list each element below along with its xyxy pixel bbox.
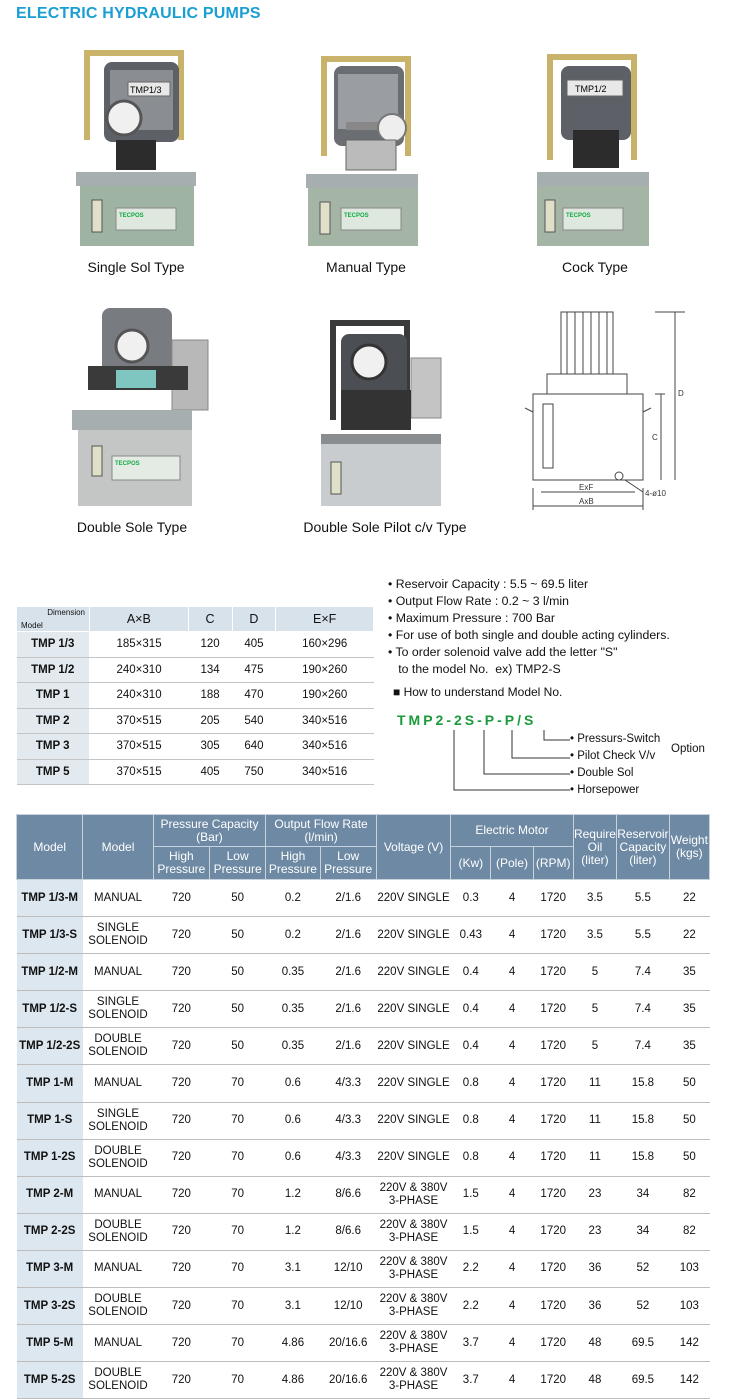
high-pressure-cell: 720 (153, 1362, 209, 1399)
oil-cell: 5 (573, 1028, 616, 1065)
flow-high-cell: 0.6 (266, 1102, 320, 1139)
dimension-model-cell: TMP 3 (17, 734, 90, 760)
model-cell: TMP 2-2S (17, 1213, 83, 1250)
dimension-value-cell: 188 (188, 683, 232, 709)
flow-low-cell: 12/10 (320, 1288, 376, 1325)
model-cell: TMP 3-2S (17, 1288, 83, 1325)
model-type-cell: DOUBLE SOLENOID (83, 1139, 153, 1176)
model-cell: TMP 2-M (17, 1176, 83, 1213)
product-cock (495, 40, 695, 280)
oil-cell: 5 (573, 954, 616, 991)
pump-illustration (285, 300, 485, 510)
flow-low-cell: 20/16.6 (320, 1362, 376, 1399)
dimension-value-cell: 475 (232, 657, 276, 683)
flow-low-cell: 12/10 (320, 1250, 376, 1287)
low-pressure-cell: 70 (209, 1288, 265, 1325)
kw-cell: 2.2 (451, 1250, 491, 1287)
flow-low-cell: 2/1.6 (320, 917, 376, 954)
low-pressure-cell: 70 (209, 1325, 265, 1362)
kw-cell: 3.7 (451, 1362, 491, 1399)
flow-high-cell: 0.2 (266, 917, 320, 954)
pump-illustration (32, 300, 232, 510)
kw-cell: 0.8 (451, 1065, 491, 1102)
dimension-model-cell: TMP 1 (17, 683, 90, 709)
flow-low-cell: 8/6.6 (320, 1176, 376, 1213)
voltage-cell: 220V & 380V 3-PHASE (376, 1288, 450, 1325)
voltage-cell: 220V & 380V 3-PHASE (376, 1176, 450, 1213)
table-row (17, 1362, 710, 1399)
model-cell: TMP 1/2-S (17, 991, 83, 1028)
dimension-value-cell: 190×260 (276, 683, 374, 709)
kw-cell: 2.2 (451, 1288, 491, 1325)
reservoir-cell: 5.5 (617, 880, 670, 917)
dimension-value-cell: 470 (232, 683, 276, 709)
dimension-model-cell: TMP 2 (17, 708, 90, 734)
legend-pressure-switch: • Pressurs-Switch (570, 733, 661, 745)
dimension-value-cell: 370×515 (90, 708, 189, 734)
model-type-cell: MANUAL (83, 1325, 153, 1362)
kw-cell: 0.4 (451, 1028, 491, 1065)
model-code-leader-lines (440, 728, 590, 798)
pole-cell: 4 (491, 880, 533, 917)
pole-cell: 4 (491, 1102, 533, 1139)
column-header: C (188, 607, 232, 632)
spec-item: • For use of both single and double acting cylinders. (388, 628, 670, 642)
weight-cell: 82 (669, 1176, 709, 1213)
flow-low-cell: 2/1.6 (320, 1028, 376, 1065)
rpm-cell: 1720 (533, 1065, 573, 1102)
voltage-cell: 220V SINGLE (376, 1028, 450, 1065)
model-cell: TMP 5-M (17, 1325, 83, 1362)
legend-pilot-check: • Pilot Check V/v (570, 750, 656, 762)
dimension-drawing (515, 300, 725, 520)
oil-cell: 48 (573, 1362, 616, 1399)
drawing-label-d: D (678, 389, 684, 398)
flow-low-cell: 20/16.6 (320, 1325, 376, 1362)
oil-cell: 36 (573, 1250, 616, 1287)
reservoir-cell: 15.8 (617, 1065, 670, 1102)
table-row (17, 708, 374, 734)
dimension-value-cell: 750 (232, 759, 276, 785)
rpm-cell: 1720 (533, 1102, 573, 1139)
header-reservoir-capacity: Reservoir Capacity (liter) (617, 815, 670, 880)
low-pressure-cell: 50 (209, 917, 265, 954)
specification-table (16, 814, 710, 1399)
oil-cell: 48 (573, 1325, 616, 1362)
kw-cell: 3.7 (451, 1325, 491, 1362)
rpm-cell: 1720 (533, 1362, 573, 1399)
flow-low-cell: 4/3.3 (320, 1065, 376, 1102)
pole-cell: 4 (491, 1176, 533, 1213)
low-pressure-cell: 70 (209, 1176, 265, 1213)
drawing-label-exf: ExF (579, 483, 594, 492)
header-low-pressure: Low Pressure (209, 847, 265, 880)
flow-high-cell: 0.35 (266, 991, 320, 1028)
reservoir-cell: 34 (617, 1176, 670, 1213)
kw-cell: 1.5 (451, 1213, 491, 1250)
pump-brand-text: TECPOS (566, 213, 591, 219)
product-double-sole-pilot (285, 300, 485, 545)
pole-cell: 4 (491, 991, 533, 1028)
model-type-cell: DOUBLE SOLENOID (83, 1028, 153, 1065)
voltage-cell: 220V & 380V 3-PHASE (376, 1213, 450, 1250)
table-row (17, 632, 374, 658)
flow-high-cell: 3.1 (266, 1288, 320, 1325)
oil-cell: 23 (573, 1176, 616, 1213)
weight-cell: 50 (669, 1102, 709, 1139)
low-pressure-cell: 70 (209, 1139, 265, 1176)
table-row (17, 657, 374, 683)
model-cell: TMP 5-2S (17, 1362, 83, 1399)
table-row (17, 1288, 710, 1325)
flow-high-cell: 4.86 (266, 1325, 320, 1362)
high-pressure-cell: 720 (153, 1176, 209, 1213)
dimension-value-cell: 405 (188, 759, 232, 785)
high-pressure-cell: 720 (153, 1065, 209, 1102)
model-cell: TMP 3-M (17, 1250, 83, 1287)
column-header: A×B (90, 607, 189, 632)
pole-cell: 4 (491, 1288, 533, 1325)
table-row (17, 917, 710, 954)
flow-low-cell: 2/1.6 (320, 954, 376, 991)
voltage-cell: 220V SINGLE (376, 1065, 450, 1102)
pump-brand-text: TECPOS (344, 213, 369, 219)
high-pressure-cell: 720 (153, 1102, 209, 1139)
table-row (17, 1325, 710, 1362)
dimension-value-cell: 305 (188, 734, 232, 760)
flow-low-cell: 4/3.3 (320, 1102, 376, 1139)
spec-item: • Reservoir Capacity : 5.5 ~ 69.5 liter (388, 577, 589, 591)
product-caption: Manual Type (326, 259, 406, 275)
low-pressure-cell: 70 (209, 1102, 265, 1139)
spec-item: • Output Flow Rate : 0.2 ~ 3 l/min (388, 594, 569, 608)
dimension-value-cell: 185×315 (90, 632, 189, 658)
low-pressure-cell: 70 (209, 1213, 265, 1250)
dimension-value-cell: 405 (232, 632, 276, 658)
rpm-cell: 1720 (533, 1028, 573, 1065)
header-high-pressure: High Pressure (153, 847, 209, 880)
header-rpm: (RPM) (533, 847, 573, 880)
model-type-cell: SINGLE SOLENOID (83, 1102, 153, 1139)
oil-cell: 5 (573, 991, 616, 1028)
table-corner-header: Dimension Model (17, 607, 90, 632)
pump-brand-text: TECPOS (115, 461, 140, 467)
high-pressure-cell: 720 (153, 917, 209, 954)
product-caption: Double Sole Type (76, 519, 188, 535)
model-type-cell: MANUAL (83, 1065, 153, 1102)
weight-cell: 35 (669, 1028, 709, 1065)
reservoir-cell: 7.4 (617, 1028, 670, 1065)
reservoir-cell: 69.5 (617, 1362, 670, 1399)
pump-plate-text: TMP1/3 (130, 85, 162, 95)
legend-double-sol: • Double Sol (570, 767, 634, 779)
flow-high-cell: 1.2 (266, 1213, 320, 1250)
high-pressure-cell: 720 (153, 1250, 209, 1287)
dimension-value-cell: 370×515 (90, 734, 189, 760)
table-row (17, 1139, 710, 1176)
flow-low-cell: 2/1.6 (320, 880, 376, 917)
header-flow-high-pressure: High Pressure (266, 847, 320, 880)
flow-high-cell: 0.35 (266, 954, 320, 991)
dimension-model-cell: TMP 5 (17, 759, 90, 785)
table-row (17, 991, 710, 1028)
pole-cell: 4 (491, 1250, 533, 1287)
table-row (17, 1028, 710, 1065)
model-cell: TMP 1/2-M (17, 954, 83, 991)
dimension-value-cell: 340×516 (276, 734, 374, 760)
dimension-value-cell: 240×310 (90, 657, 189, 683)
rpm-cell: 1720 (533, 1288, 573, 1325)
dimension-value-cell: 340×516 (276, 708, 374, 734)
rpm-cell: 1720 (533, 1213, 573, 1250)
voltage-cell: 220V SINGLE (376, 880, 450, 917)
oil-cell: 11 (573, 1065, 616, 1102)
header-pole: (Pole) (491, 847, 533, 880)
model-cell: TMP 1-S (17, 1102, 83, 1139)
model-type-cell: SINGLE SOLENOID (83, 991, 153, 1028)
model-type-cell: MANUAL (83, 1176, 153, 1213)
header-require-oil: Require Oil (liter) (573, 815, 616, 880)
flow-low-cell: 2/1.6 (320, 991, 376, 1028)
pole-cell: 4 (491, 1028, 533, 1065)
legend-horsepower: • Horsepower (570, 784, 640, 796)
pole-cell: 4 (491, 1139, 533, 1176)
dimension-value-cell: 340×516 (276, 759, 374, 785)
model-cell: TMP 1-M (17, 1065, 83, 1102)
pole-cell: 4 (491, 954, 533, 991)
column-header: E×F (276, 607, 374, 632)
table-row (17, 954, 710, 991)
weight-cell: 103 (669, 1250, 709, 1287)
weight-cell: 22 (669, 880, 709, 917)
spec-item: • Maximum Pressure : 700 Bar (388, 611, 555, 625)
flow-high-cell: 0.35 (266, 1028, 320, 1065)
kw-cell: 0.4 (451, 954, 491, 991)
rpm-cell: 1720 (533, 1176, 573, 1213)
weight-cell: 35 (669, 991, 709, 1028)
flow-high-cell: 4.86 (266, 1362, 320, 1399)
model-type-cell: MANUAL (83, 954, 153, 991)
product-caption: Single Sol Type (87, 259, 185, 275)
low-pressure-cell: 50 (209, 954, 265, 991)
kw-cell: 0.8 (451, 1102, 491, 1139)
model-howto-heading: ■ How to understand Model No. (393, 685, 563, 699)
pole-cell: 4 (491, 917, 533, 954)
voltage-cell: 220V SINGLE (376, 1102, 450, 1139)
model-type-cell: DOUBLE SOLENOID (83, 1288, 153, 1325)
rpm-cell: 1720 (533, 1325, 573, 1362)
pump-plate-text: TMP1/2 (575, 84, 607, 94)
weight-cell: 35 (669, 954, 709, 991)
high-pressure-cell: 720 (153, 991, 209, 1028)
pole-cell: 4 (491, 1325, 533, 1362)
weight-cell: 142 (669, 1362, 709, 1399)
model-type-cell: MANUAL (83, 1250, 153, 1287)
pump-illustration (495, 40, 695, 250)
voltage-cell: 220V SINGLE (376, 991, 450, 1028)
low-pressure-cell: 70 (209, 1065, 265, 1102)
oil-cell: 11 (573, 1102, 616, 1139)
reservoir-cell: 7.4 (617, 991, 670, 1028)
table-row (17, 759, 374, 785)
flow-high-cell: 0.2 (266, 880, 320, 917)
reservoir-cell: 52 (617, 1288, 670, 1325)
model-type-cell: MANUAL (83, 880, 153, 917)
column-header: D (232, 607, 276, 632)
oil-cell: 23 (573, 1213, 616, 1250)
high-pressure-cell: 720 (153, 954, 209, 991)
rpm-cell: 1720 (533, 880, 573, 917)
weight-cell: 142 (669, 1325, 709, 1362)
legend-option: Option (671, 743, 705, 755)
table-row (17, 683, 374, 709)
low-pressure-cell: 50 (209, 1028, 265, 1065)
pump-brand-text: TECPOS (119, 213, 144, 219)
kw-cell: 0.43 (451, 917, 491, 954)
spec-list (388, 576, 670, 678)
dimension-value-cell: 205 (188, 708, 232, 734)
header-voltage: Voltage (V) (376, 815, 450, 880)
high-pressure-cell: 720 (153, 1139, 209, 1176)
high-pressure-cell: 720 (153, 1288, 209, 1325)
pole-cell: 4 (491, 1065, 533, 1102)
product-caption: Cock Type (562, 259, 628, 275)
rpm-cell: 1720 (533, 917, 573, 954)
table-row (17, 1250, 710, 1287)
model-code: TMP2-2S-P-P/S (397, 712, 537, 728)
pump-illustration (266, 40, 466, 250)
weight-cell: 103 (669, 1288, 709, 1325)
dimension-value-cell: 134 (188, 657, 232, 683)
high-pressure-cell: 720 (153, 1213, 209, 1250)
header-electric-motor: Electric Motor (451, 815, 574, 847)
table-row (17, 880, 710, 917)
pole-cell: 4 (491, 1362, 533, 1399)
dimension-value-cell: 160×296 (276, 632, 374, 658)
reservoir-cell: 5.5 (617, 917, 670, 954)
dimension-value-cell: 120 (188, 632, 232, 658)
table-row (17, 1176, 710, 1213)
weight-cell: 82 (669, 1213, 709, 1250)
low-pressure-cell: 70 (209, 1362, 265, 1399)
voltage-cell: 220V & 380V 3-PHASE (376, 1250, 450, 1287)
rpm-cell: 1720 (533, 991, 573, 1028)
reservoir-cell: 69.5 (617, 1325, 670, 1362)
product-single-sol (36, 40, 236, 280)
header-model-type: Model (83, 815, 153, 880)
voltage-cell: 220V SINGLE (376, 954, 450, 991)
oil-cell: 3.5 (573, 880, 616, 917)
kw-cell: 0.4 (451, 991, 491, 1028)
dimension-value-cell: 640 (232, 734, 276, 760)
table-row (17, 1102, 710, 1139)
weight-cell: 22 (669, 917, 709, 954)
dimension-value-cell: 240×310 (90, 683, 189, 709)
model-type-cell: DOUBLE SOLENOID (83, 1362, 153, 1399)
weight-cell: 50 (669, 1139, 709, 1176)
table-row (17, 1213, 710, 1250)
low-pressure-cell: 50 (209, 991, 265, 1028)
header-weight: Weight (kgs) (669, 815, 709, 880)
product-caption: Double Sole Pilot c/v Type (303, 519, 467, 535)
dimension-value-cell: 540 (232, 708, 276, 734)
kw-cell: 0.3 (451, 880, 491, 917)
header-kw: (Kw) (451, 847, 491, 880)
reservoir-cell: 15.8 (617, 1139, 670, 1176)
drawing-label-hole: 4-ø10 (645, 489, 666, 498)
flow-low-cell: 4/3.3 (320, 1139, 376, 1176)
flow-high-cell: 1.2 (266, 1176, 320, 1213)
dimension-drawing-svg (515, 300, 725, 520)
oil-cell: 36 (573, 1288, 616, 1325)
page-title: ELECTRIC HYDRAULIC PUMPS (16, 5, 261, 22)
low-pressure-cell: 50 (209, 880, 265, 917)
voltage-cell: 220V SINGLE (376, 1139, 450, 1176)
high-pressure-cell: 720 (153, 1028, 209, 1065)
dimension-model-cell: TMP 1/3 (17, 632, 90, 658)
product-double-sole (32, 300, 232, 545)
table-row (17, 734, 374, 760)
model-cell: TMP 1/3-S (17, 917, 83, 954)
model-cell: TMP 1/3-M (17, 880, 83, 917)
rpm-cell: 1720 (533, 1250, 573, 1287)
reservoir-cell: 34 (617, 1213, 670, 1250)
spec-item: • To order solenoid valve add the letter "S" (388, 645, 618, 659)
header-pressure-capacity: Pressure Capacity (Bar) (153, 815, 266, 847)
voltage-cell: 220V & 380V 3-PHASE (376, 1325, 450, 1362)
flow-low-cell: 8/6.6 (320, 1213, 376, 1250)
kw-cell: 0.8 (451, 1139, 491, 1176)
reservoir-cell: 15.8 (617, 1102, 670, 1139)
rpm-cell: 1720 (533, 1139, 573, 1176)
drawing-label-axb: AxB (579, 497, 594, 506)
header-output-flow: Output Flow Rate (l/min) (266, 815, 377, 847)
pole-cell: 4 (491, 1213, 533, 1250)
high-pressure-cell: 720 (153, 1325, 209, 1362)
flow-high-cell: 3.1 (266, 1250, 320, 1287)
pump-illustration (36, 40, 236, 250)
spec-item: to the model No. ex) TMP2-S (388, 662, 561, 676)
header-flow-low-pressure: Low Pressure (320, 847, 376, 880)
drawing-label-c: C (652, 433, 658, 442)
product-manual (266, 40, 466, 280)
low-pressure-cell: 70 (209, 1250, 265, 1287)
flow-high-cell: 0.6 (266, 1139, 320, 1176)
voltage-cell: 220V & 380V 3-PHASE (376, 1362, 450, 1399)
dimension-table (16, 606, 374, 785)
model-type-cell: SINGLE SOLENOID (83, 917, 153, 954)
model-type-cell: DOUBLE SOLENOID (83, 1213, 153, 1250)
dimension-model-cell: TMP 1/2 (17, 657, 90, 683)
model-cell: TMP 1-2S (17, 1139, 83, 1176)
voltage-cell: 220V SINGLE (376, 917, 450, 954)
reservoir-cell: 7.4 (617, 954, 670, 991)
weight-cell: 50 (669, 1065, 709, 1102)
rpm-cell: 1720 (533, 954, 573, 991)
dimension-value-cell: 370×515 (90, 759, 189, 785)
oil-cell: 11 (573, 1139, 616, 1176)
oil-cell: 3.5 (573, 917, 616, 954)
table-row (17, 1065, 710, 1102)
model-cell: TMP 1/2-2S (17, 1028, 83, 1065)
high-pressure-cell: 720 (153, 880, 209, 917)
header-model: Model (17, 815, 83, 880)
flow-high-cell: 0.6 (266, 1065, 320, 1102)
kw-cell: 1.5 (451, 1176, 491, 1213)
reservoir-cell: 52 (617, 1250, 670, 1287)
dimension-value-cell: 190×260 (276, 657, 374, 683)
